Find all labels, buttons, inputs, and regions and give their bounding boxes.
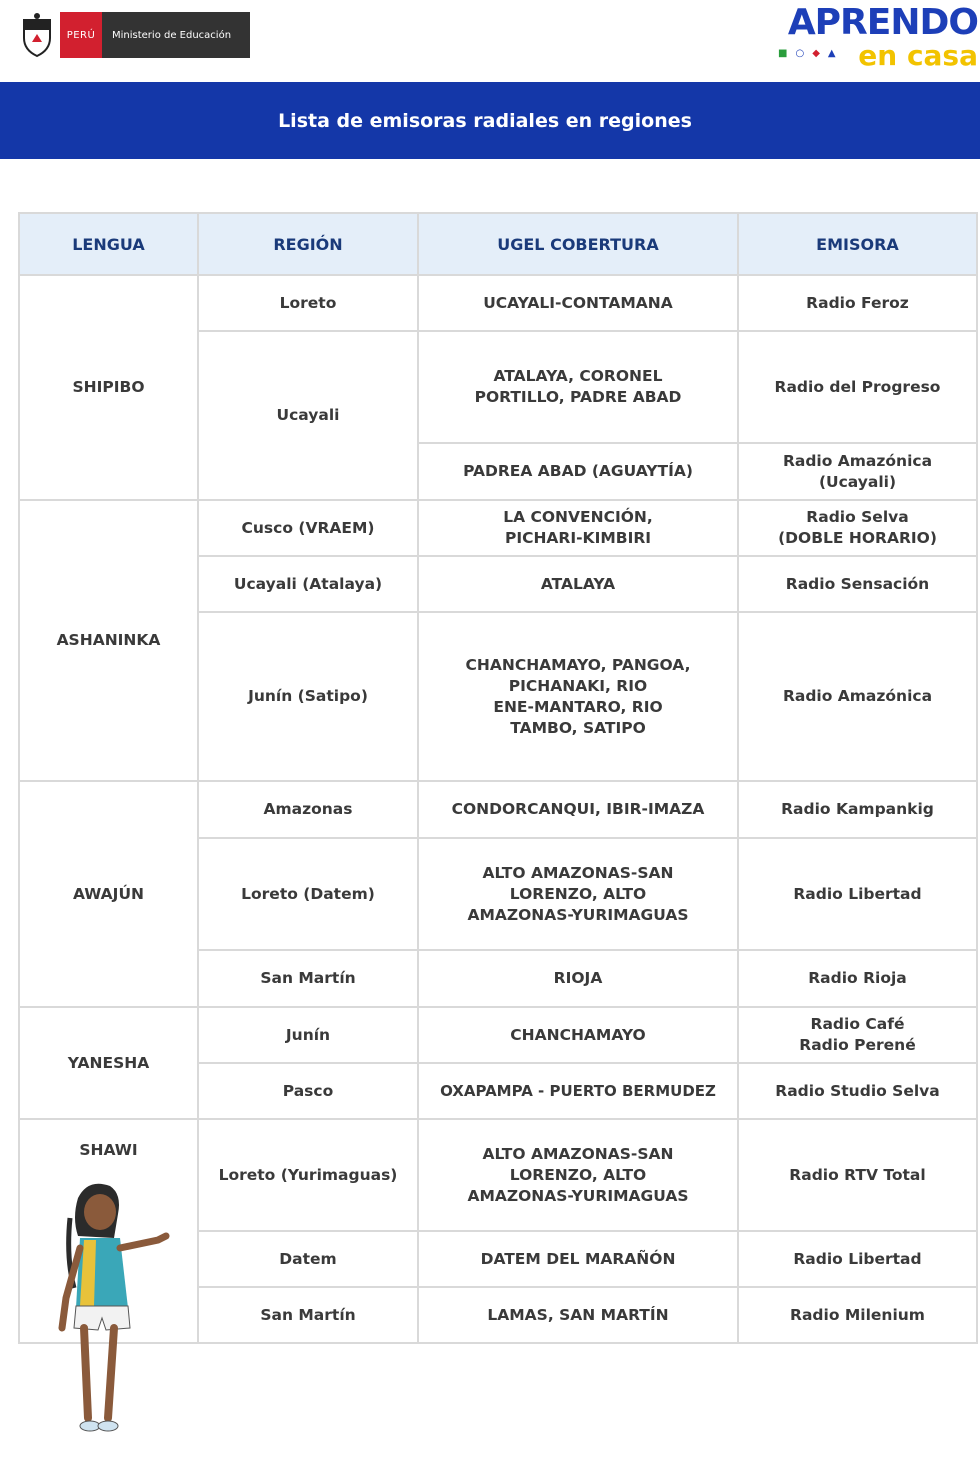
emisora-cell: Radio Sensación xyxy=(738,556,977,612)
page-header xyxy=(0,0,980,80)
ministry-logo xyxy=(18,12,250,58)
ugel-cell: ALTO AMAZONAS-SAN LORENZO, ALTO AMAZONAS-YURIMAGUAS xyxy=(418,1119,738,1231)
region-cell: Pasco xyxy=(198,1063,418,1119)
lengua-cell: YANESHA xyxy=(19,1007,198,1119)
emisora-cell: Radio Studio Selva xyxy=(738,1063,977,1119)
region-cell: Loreto (Yurimaguas) xyxy=(198,1119,418,1231)
emisora-cell: Radio Selva (DOBLE HORARIO) xyxy=(738,500,977,556)
emisora-cell: Radio Kampankig xyxy=(738,781,977,838)
peru-label: PERÚ xyxy=(60,12,102,58)
region-cell: Ucayali xyxy=(198,331,418,500)
table-header-row xyxy=(19,213,977,275)
region-cell: Loreto xyxy=(198,275,418,331)
region-cell: San Martín xyxy=(198,950,418,1007)
lengua-cell: SHAWI xyxy=(19,1119,198,1343)
ugel-cell: CHANCHAMAYO, PANGOA, PICHANAKI, RIO ENE-MANTARO, RIO TAMBO, SATIPO xyxy=(418,612,738,781)
column-header-emisora: EMISORA xyxy=(738,213,977,275)
region-cell: Junín xyxy=(198,1007,418,1063)
region-cell: Amazonas xyxy=(198,781,418,838)
region-cell: Ucayali (Atalaya) xyxy=(198,556,418,612)
region-cell: Loreto (Datem) xyxy=(198,838,418,950)
brand-line-2: en casa xyxy=(858,39,978,72)
ministry-label xyxy=(102,12,250,58)
radio-stations-table xyxy=(18,212,978,1344)
region-cell: Datem xyxy=(198,1231,418,1287)
ugel-cell: ATALAYA, CORONEL PORTILLO, PADRE ABAD xyxy=(418,331,738,443)
ugel-cell: LAMAS, SAN MARTÍN xyxy=(418,1287,738,1343)
emisora-cell: Radio del Progreso xyxy=(738,331,977,443)
title-band xyxy=(0,82,980,159)
emisora-cell: Radio Rioja xyxy=(738,950,977,1007)
lengua-cell: ASHANINKA xyxy=(19,500,198,781)
column-header-region: REGIÓN xyxy=(198,213,418,275)
page-title: Lista de emisoras radiales en regiones xyxy=(278,109,692,132)
ugel-cell: RIOJA xyxy=(418,950,738,1007)
ugel-cell: CONDORCANQUI, IBIR-IMAZA xyxy=(418,781,738,838)
girl-character-illustration xyxy=(48,1178,178,1458)
brand-shapes-icon: ■○◆▲ xyxy=(778,48,844,59)
emisora-cell: Radio Feroz xyxy=(738,275,977,331)
ugel-cell: ATALAYA xyxy=(418,556,738,612)
emisora-cell: Radio Café Radio Perené xyxy=(738,1007,977,1063)
emisora-cell: Radio Amazónica (Ucayali) xyxy=(738,443,977,500)
ugel-cell: UCAYALI-CONTAMANA xyxy=(418,275,738,331)
emisora-cell: Radio Milenium xyxy=(738,1287,977,1343)
ugel-cell: CHANCHAMAYO xyxy=(418,1007,738,1063)
emisora-cell: Radio Amazónica xyxy=(738,612,977,781)
region-cell: San Martín xyxy=(198,1287,418,1343)
ugel-cell: LA CONVENCIÓN, PICHARI-KIMBIRI xyxy=(418,500,738,556)
emisora-cell: Radio Libertad xyxy=(738,1231,977,1287)
emisora-cell: Radio RTV Total xyxy=(738,1119,977,1231)
table-row xyxy=(19,1007,977,1063)
table-row xyxy=(19,275,977,331)
ugel-cell: OXAPAMPA - PUERTO BERMUDEZ xyxy=(418,1063,738,1119)
region-cell: Cusco (VRAEM) xyxy=(198,500,418,556)
aprendo-en-casa-logo xyxy=(778,4,978,70)
table-row xyxy=(19,781,977,838)
lengua-cell: SHIPIBO xyxy=(19,275,198,500)
column-header-lengua: LENGUA xyxy=(19,213,198,275)
ugel-cell: PADREA ABAD (AGUAYTÍA) xyxy=(418,443,738,500)
lengua-cell: AWAJÚN xyxy=(19,781,198,1007)
ministry-name: Ministerio de Educación xyxy=(112,29,232,41)
emisora-cell: Radio Libertad xyxy=(738,838,977,950)
ugel-cell: ALTO AMAZONAS-SAN LORENZO, ALTO AMAZONAS-YURIMAGUAS xyxy=(418,838,738,950)
region-cell: Junín (Satipo) xyxy=(198,612,418,781)
ugel-cell: DATEM DEL MARAÑÓN xyxy=(418,1231,738,1287)
brand-line-1: APRENDO xyxy=(787,2,978,43)
table-row xyxy=(19,500,977,556)
column-header-ugel: UGEL COBERTURA xyxy=(418,213,738,275)
coat-of-arms-icon xyxy=(18,12,56,58)
